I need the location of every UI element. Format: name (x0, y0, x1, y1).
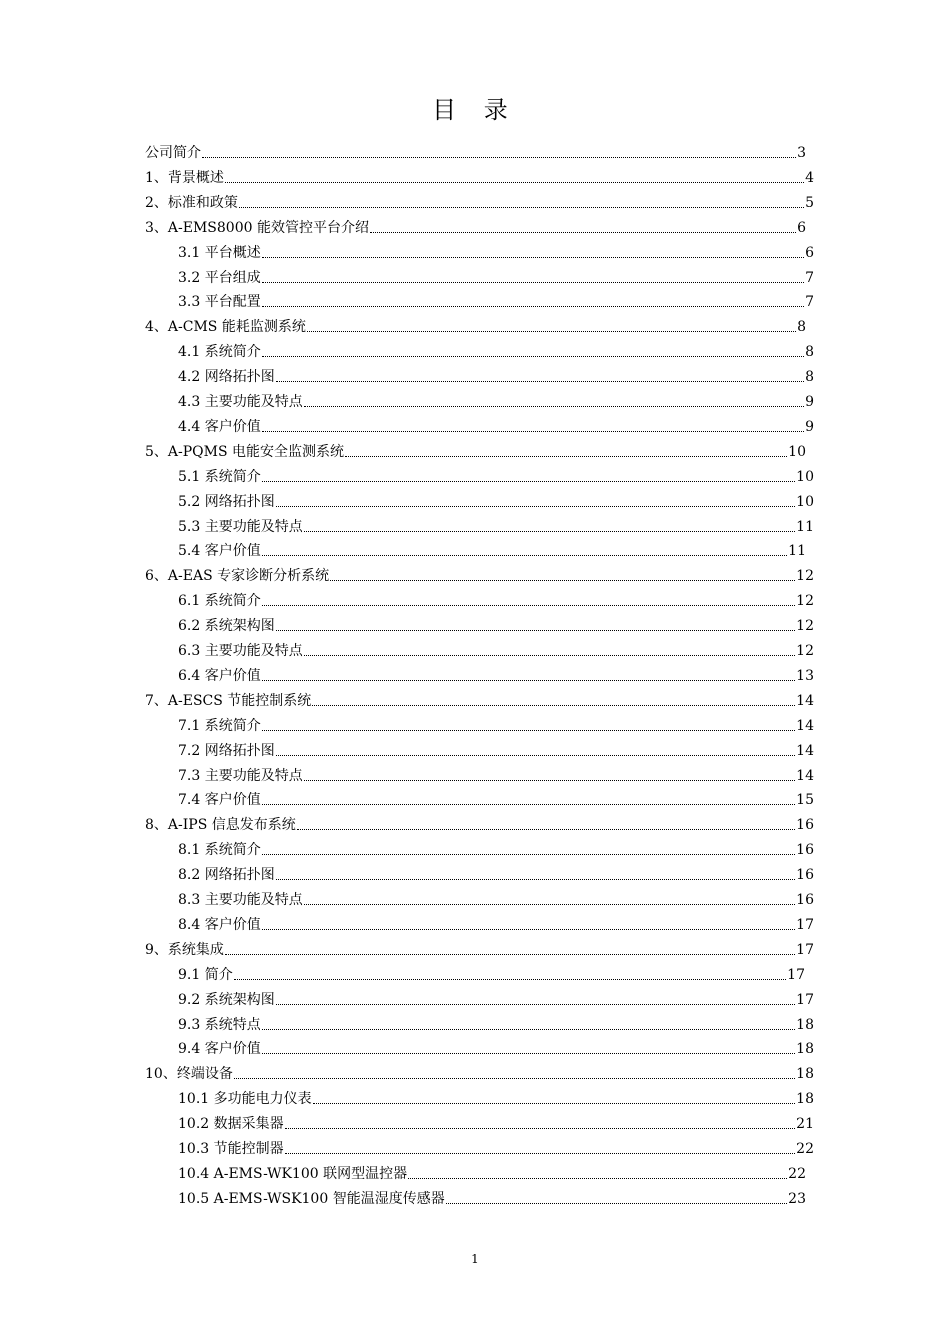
toc-entry-page: 7 (805, 270, 814, 286)
toc-entry-page: 18 (796, 1041, 814, 1057)
toc-entry-label: 8.2 网络拓扑图 (178, 867, 275, 883)
toc-entry-label: 10.3 节能控制器 (178, 1141, 284, 1157)
toc-entry[interactable] (178, 1088, 814, 1108)
toc-entry[interactable] (178, 491, 814, 511)
toc-entry-page: 17 (796, 992, 814, 1008)
toc-entry-label: 10.5 A-EMS-WSK100 智能温湿度传感器 (178, 1191, 445, 1207)
toc-entry[interactable] (178, 640, 814, 660)
toc-entry-label: 3.1 平台概述 (178, 245, 261, 261)
toc-entry-page: 11 (788, 543, 806, 559)
toc-entry-label: 3.2 平台组成 (178, 270, 261, 286)
toc-dot-leader (262, 288, 804, 307)
toc-entry[interactable] (178, 964, 805, 984)
toc-entry[interactable] (178, 1014, 814, 1034)
toc-entry-label: 5.3 主要功能及特点 (178, 519, 303, 535)
toc-dot-leader (225, 164, 804, 183)
toc-entry[interactable] (178, 1138, 814, 1158)
toc-entry-page: 21 (796, 1116, 814, 1132)
toc-entry-page: 3 (797, 145, 806, 161)
toc-entry-page: 8 (805, 369, 814, 385)
toc-entry-page: 13 (796, 668, 814, 684)
toc-entry[interactable] (178, 839, 814, 859)
toc-entry-page: 16 (796, 867, 814, 883)
page-number: 1 (471, 1252, 479, 1266)
toc-dot-leader (262, 1011, 795, 1030)
toc-dot-leader (262, 786, 795, 805)
toc-entry-label: 7、A-ESCS 节能控制系统 (145, 693, 312, 709)
toc-entry-page: 9 (805, 419, 814, 435)
toc-entry[interactable] (145, 690, 814, 710)
toc-entry[interactable] (178, 989, 814, 1009)
toc-dot-leader (276, 612, 795, 631)
toc-entry[interactable] (178, 416, 814, 436)
toc-dot-leader (304, 762, 795, 781)
toc-entry-label: 6.2 系统架构图 (178, 618, 275, 634)
toc-entry-label: 6、A-EAS 专家诊断分析系统 (145, 568, 330, 584)
toc-entry-label: 4、A-CMS 能耗监测系统 (145, 319, 306, 335)
toc-entry[interactable] (178, 391, 814, 411)
toc-dot-leader (304, 388, 804, 407)
toc-dot-leader (262, 413, 804, 432)
toc-dot-leader (262, 911, 795, 930)
toc-entry[interactable] (145, 565, 814, 585)
toc-entry-label: 9.3 系统特点 (178, 1017, 261, 1033)
toc-entry-page: 17 (796, 942, 814, 958)
toc-dot-leader (225, 936, 795, 955)
toc-entry-page: 14 (796, 693, 814, 709)
toc-entry[interactable] (178, 615, 814, 635)
toc-dot-leader (276, 737, 795, 756)
toc-entry[interactable] (178, 366, 814, 386)
toc-dot-leader (262, 463, 795, 482)
toc-dot-leader (276, 861, 795, 880)
toc-entry-page: 14 (796, 718, 814, 734)
toc-dot-leader (262, 1035, 795, 1054)
toc-entry[interactable] (145, 192, 814, 212)
toc-entry-label: 1、背景概述 (145, 170, 224, 186)
toc-entry-page: 14 (796, 768, 814, 784)
toc-entry-page: 4 (805, 170, 814, 186)
toc-entry-label: 2、标准和政策 (145, 195, 238, 211)
toc-entry-label: 3、A-EMS8000 能效管控平台介绍 (145, 220, 369, 236)
toc-dot-leader (313, 1085, 796, 1104)
toc-entry-label: 5.1 系统简介 (178, 469, 261, 485)
toc-entry-page: 6 (797, 220, 806, 236)
toc-dot-leader (297, 811, 795, 830)
toc-entry-label: 9.2 系统架构图 (178, 992, 275, 1008)
toc-title: 目 录 (432, 96, 518, 124)
toc-entry[interactable] (145, 441, 806, 461)
toc-dot-leader (307, 313, 796, 332)
toc-dot-leader (262, 662, 795, 681)
toc-entry[interactable] (178, 1163, 806, 1183)
toc-entry-page: 12 (796, 593, 814, 609)
toc-dot-leader (370, 214, 796, 233)
toc-entry[interactable] (145, 167, 814, 187)
toc-entry[interactable] (178, 765, 814, 785)
toc-entry[interactable] (178, 291, 814, 311)
toc-entry-page: 7 (805, 294, 814, 310)
toc-entry[interactable] (178, 590, 814, 610)
toc-entry[interactable] (145, 939, 814, 959)
toc-entry[interactable] (178, 341, 814, 361)
toc-dot-leader (262, 836, 795, 855)
toc-entry-label: 10.4 A-EMS-WK100 联网型温控器 (178, 1166, 408, 1182)
toc-entry-label: 5.2 网络拓扑图 (178, 494, 275, 510)
toc-entry[interactable] (178, 1038, 814, 1058)
toc-entry-page: 18 (796, 1017, 814, 1033)
toc-dot-leader (285, 1110, 796, 1129)
toc-entry[interactable] (145, 316, 806, 336)
toc-entry-page: 16 (796, 892, 814, 908)
toc-dot-leader (408, 1160, 787, 1179)
toc-dot-leader (262, 537, 787, 556)
toc-entry-label: 8.4 客户价值 (178, 917, 261, 933)
toc-entry-page: 10 (796, 494, 814, 510)
toc-dot-leader (262, 239, 804, 258)
toc-entry-page: 22 (788, 1166, 806, 1182)
toc-entry-label: 3.3 平台配置 (178, 294, 261, 310)
toc-entry-page: 18 (796, 1066, 814, 1082)
toc-entry-label: 7.3 主要功能及特点 (178, 768, 303, 784)
toc-entry-page: 6 (805, 245, 814, 261)
toc-dot-leader (304, 637, 795, 656)
toc-dot-leader (330, 562, 795, 581)
toc-entry-label: 4.2 网络拓扑图 (178, 369, 275, 385)
toc-entry[interactable] (178, 267, 814, 287)
toc-entry-page: 23 (788, 1191, 806, 1207)
toc-entry-label: 8、A-IPS 信息发布系统 (145, 817, 296, 833)
toc-entry-label: 10、终端设备 (145, 1066, 233, 1082)
toc-dot-leader (446, 1185, 787, 1204)
toc-entry-label: 6.1 系统简介 (178, 593, 261, 609)
toc-entry-page: 12 (796, 618, 814, 634)
toc-dot-leader (276, 363, 804, 382)
toc-entry-label: 9.1 简介 (178, 967, 233, 983)
toc-entry-page: 15 (796, 792, 814, 808)
toc-entry-label: 5.4 客户价值 (178, 543, 261, 559)
toc-entry-label: 8.3 主要功能及特点 (178, 892, 303, 908)
toc-entry[interactable] (178, 242, 814, 262)
toc-entry-label: 4.3 主要功能及特点 (178, 394, 303, 410)
toc-dot-leader (304, 886, 795, 905)
toc-entry-page: 5 (805, 195, 814, 211)
toc-entry[interactable] (145, 814, 814, 834)
toc-dot-leader (262, 338, 804, 357)
toc-entry-label: 4.4 客户价值 (178, 419, 261, 435)
toc-entry-page: 12 (796, 568, 814, 584)
toc-dot-leader (304, 513, 795, 532)
toc-entry-label: 5、A-PQMS 电能安全监测系统 (145, 444, 345, 460)
toc-entry-label: 6.4 客户价值 (178, 668, 261, 684)
toc-entry-label: 4.1 系统简介 (178, 344, 261, 360)
toc-entry-page: 17 (796, 917, 814, 933)
toc-entry-page: 16 (796, 842, 814, 858)
toc-entry[interactable] (178, 715, 814, 735)
toc-dot-leader (202, 139, 796, 158)
toc-entry[interactable] (145, 217, 806, 237)
toc-dot-leader (234, 1060, 795, 1079)
toc-entry[interactable] (178, 540, 806, 560)
toc-dot-leader (239, 189, 804, 208)
toc-entry-label: 7.2 网络拓扑图 (178, 743, 275, 759)
toc-entry-page: 9 (805, 394, 814, 410)
toc-entry[interactable] (178, 1113, 814, 1133)
toc-entry-page: 8 (805, 344, 814, 360)
toc-entry-page: 8 (797, 319, 806, 335)
toc-entry[interactable] (178, 789, 814, 809)
toc-entry-page: 17 (787, 967, 805, 983)
toc-entry[interactable] (145, 142, 806, 162)
toc-entry-page: 16 (796, 817, 814, 833)
toc-entry-label: 7.1 系统简介 (178, 718, 261, 734)
toc-entry-page: 10 (788, 444, 806, 460)
toc-entry[interactable] (178, 740, 814, 760)
toc-dot-leader (276, 986, 795, 1005)
toc-entry[interactable] (178, 1188, 806, 1208)
toc-entry[interactable] (178, 914, 814, 934)
toc-entry-page: 11 (796, 519, 814, 535)
toc-dot-leader (276, 488, 795, 507)
toc-dot-leader (285, 1135, 796, 1154)
toc-entry-label: 公司简介 (145, 145, 201, 161)
toc-entry[interactable] (178, 665, 814, 685)
toc-dot-leader (312, 687, 795, 706)
toc-entry-page: 10 (796, 469, 814, 485)
toc-dot-leader (345, 438, 787, 457)
toc-entry-page: 22 (796, 1141, 814, 1157)
toc-entry[interactable] (178, 466, 814, 486)
toc-entry-label: 8.1 系统简介 (178, 842, 261, 858)
toc-entry[interactable] (178, 516, 814, 536)
toc-dot-leader (234, 961, 786, 980)
toc-entry-label: 7.4 客户价值 (178, 792, 261, 808)
toc-entry[interactable] (178, 864, 814, 884)
toc-entry[interactable] (178, 889, 814, 909)
toc-entry-page: 12 (796, 643, 814, 659)
toc-entry-page: 14 (796, 743, 814, 759)
toc-entry[interactable] (145, 1063, 814, 1083)
toc-entry-label: 6.3 主要功能及特点 (178, 643, 303, 659)
toc-entry-label: 10.1 多功能电力仪表 (178, 1091, 312, 1107)
toc-entry-label: 9.4 客户价值 (178, 1041, 261, 1057)
toc-entry-label: 10.2 数据采集器 (178, 1116, 284, 1132)
toc-entry-page: 18 (796, 1091, 814, 1107)
toc-dot-leader (262, 712, 795, 731)
toc-dot-leader (262, 587, 795, 606)
toc-dot-leader (262, 264, 804, 283)
toc-entry-label: 9、系统集成 (145, 942, 224, 958)
